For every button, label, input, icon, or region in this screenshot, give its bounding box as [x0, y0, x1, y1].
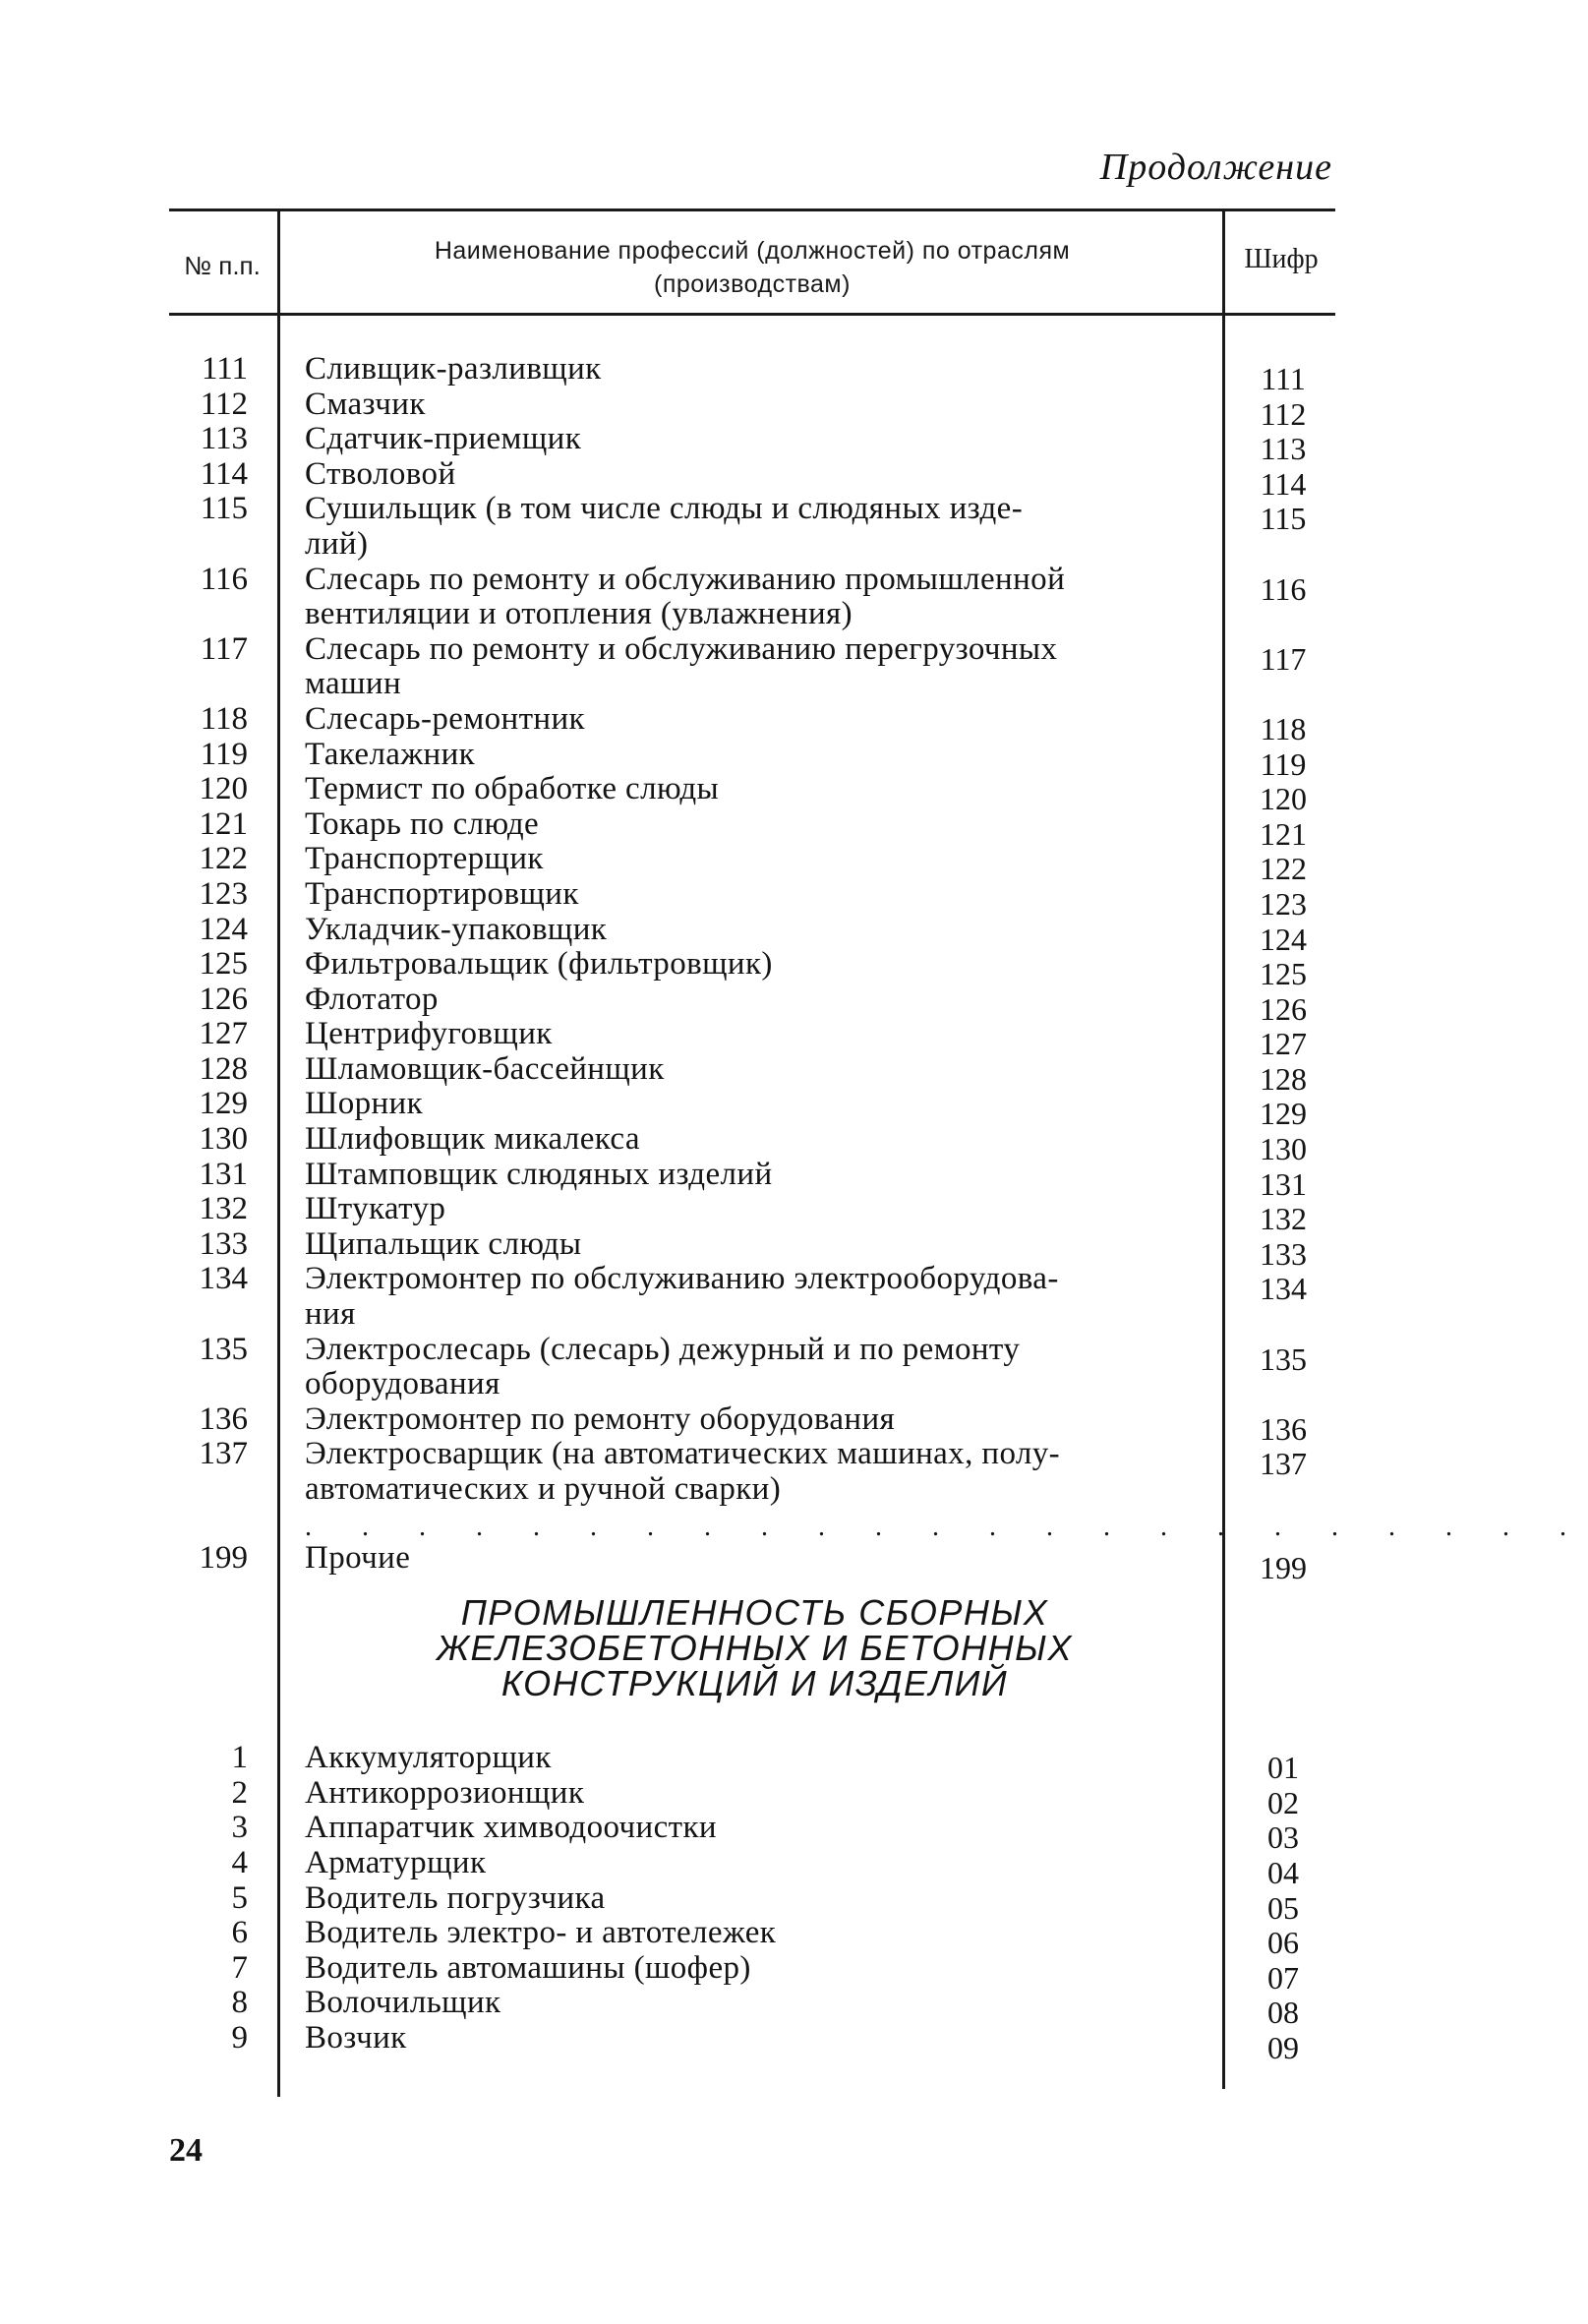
table-row-other — [0, 1539, 1509, 1585]
row-name — [305, 632, 1195, 702]
row-name — [305, 913, 1195, 948]
row-name-line1: Фильтровальщик (фильтровщик) — [305, 946, 773, 983]
row-code: 02 — [1267, 1784, 1299, 1820]
row-name — [305, 738, 1195, 773]
row-number: 121 — [199, 805, 248, 842]
row-number: 4 — [231, 1844, 248, 1880]
row-number: 118 — [200, 700, 248, 737]
row-number: 129 — [199, 1086, 248, 1122]
row-code: 113 — [1260, 431, 1307, 467]
row-code: 127 — [1260, 1026, 1307, 1062]
row-number: 133 — [199, 1225, 248, 1262]
row-number: 135 — [199, 1331, 248, 1367]
table-header-rule — [169, 313, 1335, 316]
row-number: 119 — [200, 736, 248, 772]
table-row — [0, 1915, 1509, 1961]
row-code: 09 — [1267, 2029, 1299, 2065]
row-name-line1: Смазчик — [305, 386, 426, 422]
table-row — [0, 386, 1509, 432]
table-row — [0, 1086, 1509, 1132]
table-row — [0, 492, 1509, 562]
row-number: 137 — [199, 1436, 248, 1472]
table-row — [0, 700, 1509, 746]
section-title-line3: КОНСТРУКЦИЙ И ИЗДЕЛИЙ — [500, 1663, 1009, 1704]
row-number: 1 — [231, 1740, 248, 1776]
table-row — [0, 1333, 1509, 1402]
row-name — [305, 1437, 1195, 1507]
row-number: 115 — [200, 491, 248, 527]
row-code: 118 — [1260, 710, 1307, 746]
row-name-line1: Сушильщик (в том числе слюды и слюдяных изде- — [305, 491, 1024, 527]
table-row — [0, 875, 1509, 922]
row-code: 133 — [1260, 1235, 1307, 1272]
row-name — [305, 842, 1195, 877]
row-name-line1: Шлифовщик микалекса — [305, 1121, 640, 1158]
row-number: 122 — [199, 841, 248, 877]
row-name-line2: лий) — [305, 525, 369, 562]
table-row — [0, 1050, 1509, 1097]
row-name-line1: Центрифуговщик — [305, 1016, 553, 1052]
row-code: 122 — [1260, 851, 1307, 887]
row-name-line1: Термист по обработке слюды — [305, 771, 720, 807]
row-name — [305, 1227, 1195, 1263]
row-name — [305, 947, 1195, 983]
row-code: 135 — [1260, 1341, 1307, 1377]
row-name-line1: Сдатчик-приемщик — [305, 421, 582, 457]
row-name: Прочие — [305, 1539, 411, 1576]
row-name-line1: Электромонтер по ремонту оборудования — [305, 1400, 896, 1437]
table-row — [0, 1262, 1509, 1332]
row-name — [305, 1881, 1195, 1917]
row-name — [305, 492, 1195, 562]
row-code: 123 — [1260, 885, 1307, 922]
row-number: 126 — [199, 981, 248, 1017]
header-code: Шифр — [1244, 244, 1319, 274]
table-row — [0, 421, 1509, 467]
row-number: 199 — [199, 1539, 248, 1576]
row-code: 117 — [1260, 640, 1307, 677]
table-row — [0, 1121, 1509, 1167]
row-name — [305, 457, 1195, 493]
table-row — [0, 1225, 1509, 1272]
row-code: 137 — [1260, 1446, 1307, 1482]
row-name — [305, 2021, 1195, 2056]
row-name-line1: Слесарь по ремонту и обслуживанию промышленной — [305, 561, 1066, 597]
row-name-line1: Арматурщик — [305, 1844, 487, 1880]
row-name-line2: автоматических и ручной сварки) — [305, 1471, 782, 1507]
row-code: 126 — [1260, 990, 1307, 1027]
row-number: 113 — [200, 421, 248, 457]
section-title-line2: ЖЕЛЕЗОБЕТОННЫХ И БЕТОННЫХ — [437, 1628, 1073, 1669]
row-name — [305, 1402, 1195, 1438]
row-code: 111 — [1261, 361, 1306, 396]
continuation-label: Продолжение — [1099, 147, 1332, 188]
row-code: 136 — [1260, 1410, 1307, 1447]
row-number: 111 — [201, 351, 248, 387]
row-name-line2: ния — [305, 1296, 356, 1333]
row-name-line1: Водитель погрузчика — [305, 1879, 606, 1916]
table-row — [0, 2019, 1509, 2065]
row-name-line1: Транспортировщик — [305, 875, 579, 912]
row-name-line1: Слесарь-ремонтник — [305, 700, 585, 737]
row-number: 127 — [199, 1016, 248, 1052]
row-code: 119 — [1260, 745, 1307, 782]
row-code: 06 — [1267, 1925, 1299, 1961]
page-number: 24 — [169, 2132, 203, 2169]
row-name — [305, 1811, 1195, 1846]
row-code: 124 — [1260, 921, 1307, 957]
row-name-line2: машин — [305, 666, 402, 702]
row-name-line1: Электромонтер по обслуживанию электрооборудова- — [305, 1261, 1059, 1297]
table-row — [0, 1191, 1509, 1237]
row-number: 3 — [231, 1810, 248, 1846]
table-row — [0, 1879, 1509, 1926]
row-name-line1: Антикоррозионщик — [305, 1774, 585, 1811]
table-row — [0, 1016, 1509, 1062]
row-code: 129 — [1260, 1096, 1307, 1132]
row-number: 130 — [199, 1121, 248, 1158]
row-name — [305, 1017, 1195, 1052]
table-row — [0, 1985, 1509, 2031]
row-name-line1: Аккумуляторщик — [305, 1740, 552, 1776]
header-name — [295, 234, 1209, 301]
table-row — [0, 1740, 1509, 1786]
table-row — [0, 736, 1509, 782]
row-number: 123 — [199, 875, 248, 912]
table-row — [0, 1810, 1509, 1856]
header-name-line2: (производствам) — [654, 270, 851, 298]
row-number: 131 — [199, 1156, 248, 1192]
row-code: 115 — [1260, 501, 1307, 537]
row-name — [305, 983, 1195, 1018]
row-name-line1: Укладчик-упаковщик — [305, 911, 608, 947]
row-code: 05 — [1267, 1889, 1299, 1926]
row-name — [305, 1986, 1195, 2021]
table-top-rule — [169, 209, 1335, 211]
table-row — [0, 1774, 1509, 1820]
row-name — [305, 422, 1195, 457]
row-name-line1: Шорник — [305, 1086, 424, 1122]
row-name-line1: Водитель электро- и автотележек — [305, 1915, 777, 1951]
row-code: 120 — [1260, 781, 1307, 817]
section-title — [0, 1592, 1509, 1741]
table-row — [0, 981, 1509, 1027]
row-code: 01 — [1267, 1750, 1299, 1786]
row-name — [305, 1776, 1195, 1812]
row-number: 5 — [231, 1879, 248, 1916]
row-number: 125 — [199, 946, 248, 983]
row-code: 112 — [1260, 395, 1307, 432]
row-code: 130 — [1260, 1131, 1307, 1167]
row-name-line1: Такелажник — [305, 736, 476, 772]
ellipsis: . . . . . . . . . . . . . . . . . . . . . . . — [305, 1511, 1588, 1542]
row-number: 124 — [199, 911, 248, 947]
table-row — [0, 946, 1509, 992]
table-row — [0, 841, 1509, 887]
row-number: 114 — [200, 455, 248, 492]
row-code: 121 — [1260, 815, 1307, 852]
row-name — [305, 1192, 1195, 1227]
row-name — [305, 1916, 1195, 1951]
table-row — [0, 1156, 1509, 1202]
header-name-line1: Наименование профессий (должностей) по отраслям — [434, 237, 1071, 265]
row-name-line1: Волочильщик — [305, 1985, 501, 2021]
row-number: 132 — [199, 1191, 248, 1227]
table-row — [0, 351, 1509, 396]
row-number: 6 — [231, 1915, 248, 1951]
section-title-line1: ПРОМЫШЛЕННОСТЬ СБОРНЫХ — [460, 1592, 1049, 1634]
table-row — [0, 1844, 1509, 1890]
row-code: 131 — [1260, 1165, 1307, 1202]
row-name — [305, 1741, 1195, 1776]
row-name — [305, 1951, 1195, 1987]
row-name — [305, 772, 1195, 807]
row-number: 134 — [199, 1261, 248, 1297]
row-code: 08 — [1267, 1995, 1299, 2031]
row-number: 136 — [199, 1400, 248, 1437]
row-name-line1: Слесарь по ремонту и обслуживанию перегрузочных — [305, 630, 1058, 667]
row-name-line1: Токарь по слюде — [305, 805, 540, 842]
row-number: 7 — [231, 1949, 248, 1986]
table-row — [0, 1437, 1509, 1507]
row-name-line1: Транспортерщик — [305, 841, 544, 877]
row-name-line1: Шламовщик-бассейнщик — [305, 1050, 665, 1087]
row-number: 120 — [199, 771, 248, 807]
row-name — [305, 1333, 1195, 1402]
table-row — [0, 911, 1509, 957]
row-name — [305, 1052, 1195, 1088]
table-body — [0, 351, 1588, 2065]
ellipsis-row — [0, 1508, 1588, 1542]
row-name — [305, 1846, 1195, 1881]
row-name-line1: Аппаратчик химводоочистки — [305, 1810, 717, 1846]
row-name — [305, 563, 1195, 632]
row-number: 117 — [200, 630, 248, 667]
row-code: 07 — [1267, 1959, 1299, 1996]
table-row — [0, 1949, 1509, 1996]
row-name-line1: Стволовой — [305, 455, 456, 492]
row-code: 03 — [1267, 1819, 1299, 1856]
row-number: 128 — [199, 1050, 248, 1087]
row-name-line1: Штукатур — [305, 1191, 446, 1227]
row-name-line1: Электрослесарь (слесарь) дежурный и по ремонту — [305, 1331, 1021, 1367]
row-code: 114 — [1260, 465, 1307, 502]
rows-container — [0, 352, 1509, 1508]
row-code: 134 — [1260, 1271, 1307, 1307]
row-name — [305, 387, 1195, 423]
row-code: 116 — [1260, 570, 1307, 607]
row-number: 112 — [200, 386, 248, 422]
row-code: 125 — [1260, 956, 1307, 992]
row-number: 8 — [231, 1985, 248, 2021]
table-row — [0, 632, 1509, 702]
row-code: 04 — [1267, 1854, 1299, 1890]
row-name-line1: Водитель автомашины (шофер) — [305, 1949, 751, 1986]
row-name-line1: Сливщик-разливщик — [305, 351, 602, 387]
row-name — [305, 807, 1195, 843]
row-name — [305, 877, 1195, 913]
row-name — [305, 702, 1195, 738]
section-rows-container — [0, 1740, 1509, 2065]
row-name — [305, 1122, 1195, 1158]
row-code: 199 — [1260, 1549, 1307, 1585]
row-name-line1: Штамповщик слюдяных изделий — [305, 1156, 773, 1192]
row-name — [305, 1087, 1195, 1122]
row-name-line1: Щипальщик слюды — [305, 1225, 582, 1262]
row-number: 116 — [200, 561, 248, 597]
table-row — [0, 455, 1509, 502]
row-name — [305, 1262, 1195, 1332]
table-row — [0, 771, 1509, 817]
row-name-line1: Возчик — [305, 2019, 407, 2056]
row-name-line1: Флотатор — [305, 981, 439, 1017]
table-row — [0, 805, 1509, 852]
row-number: 9 — [231, 2019, 248, 2056]
header-number: № п.п. — [184, 251, 261, 280]
row-name-line2: оборудования — [305, 1366, 500, 1402]
table-row — [0, 1400, 1509, 1447]
table-row — [0, 563, 1509, 632]
row-name-line2: вентиляции и отопления (увлажнения) — [305, 596, 853, 632]
row-code: 128 — [1260, 1060, 1307, 1097]
row-code: 132 — [1260, 1201, 1307, 1237]
row-name — [305, 1158, 1195, 1193]
row-name-line1: Электросварщик (на автоматических машинах, полу- — [305, 1436, 1061, 1472]
row-name — [305, 352, 1195, 387]
row-number: 2 — [231, 1774, 248, 1811]
